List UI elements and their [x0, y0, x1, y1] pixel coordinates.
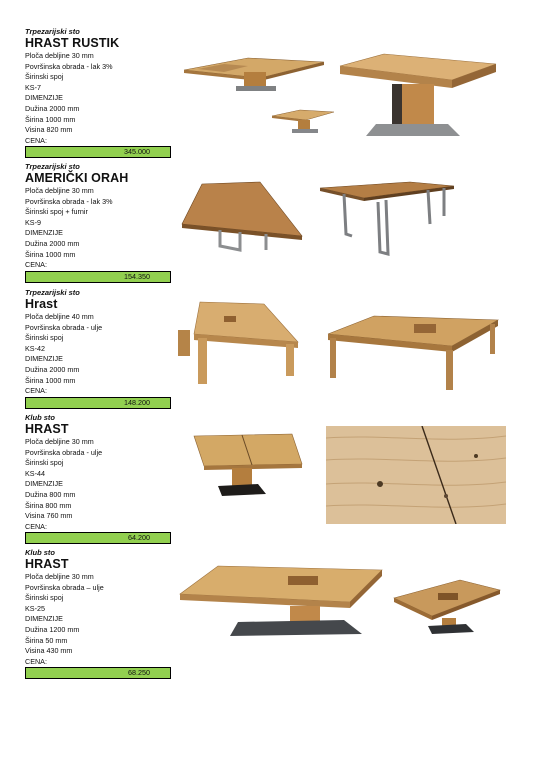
spec-line: Površinska obrada - lak 3% — [25, 61, 113, 71]
spec-line: Širinski spoj — [25, 458, 64, 468]
spec-line: KS-42 — [25, 343, 45, 353]
photo-ks42-close — [178, 300, 302, 386]
product-name: HRAST RUSTIK — [25, 36, 120, 50]
spec-line: KS-25 — [25, 603, 45, 613]
price-box — [25, 667, 171, 679]
spec-line: Širina 1000 mm — [25, 114, 76, 124]
price-value: 345.000 — [124, 147, 150, 157]
photo-ks25-main — [178, 562, 386, 636]
spec-line: Dužina 2000 mm — [25, 238, 80, 248]
photo-ks25-small — [392, 578, 502, 634]
spec-line: Visina 820 mm — [25, 125, 73, 135]
spec-line: Površinska obrada – ulje — [25, 582, 104, 592]
photo-ks7-extended-top — [178, 50, 326, 95]
spec-line: Širinski spoj — [25, 72, 64, 82]
photo-ks7-main — [336, 52, 500, 140]
product-ks-7 — [25, 27, 171, 158]
spec-line: Površinska obrada - ulje — [25, 447, 103, 457]
spec-line: Površinska obrada - ulje — [25, 322, 103, 332]
spec-line: DIMENZIJE — [25, 479, 63, 489]
spec-line: CENA: — [25, 386, 47, 396]
spec-list — [25, 312, 171, 397]
spec-line: Širina 1000 mm — [25, 249, 76, 259]
spec-line: Širina 800 mm — [25, 500, 72, 510]
spec-line: CENA: — [25, 135, 47, 145]
product-ks-44 — [25, 413, 171, 544]
price-box — [25, 532, 171, 544]
spec-line: Visina 760 mm — [25, 511, 73, 521]
product-category: Trpezarijski sto — [25, 27, 80, 36]
spec-line: Visina 430 mm — [25, 646, 73, 656]
product-name: AMERIČKI ORAH — [25, 171, 129, 185]
photo-ks7-small — [270, 106, 336, 136]
spec-line: Širinski spoj — [25, 593, 64, 603]
price-box — [25, 271, 171, 283]
product-category: Klub sto — [25, 548, 55, 557]
spec-line: Širina 1000 mm — [25, 375, 76, 385]
product-category: Klub sto — [25, 413, 55, 422]
price-value: 154.350 — [124, 271, 150, 281]
spec-line: Širinski spoj — [25, 333, 64, 343]
price-value: 148.200 — [124, 397, 150, 407]
price-box — [25, 397, 171, 409]
spec-line: DIMENZIJE — [25, 614, 63, 624]
product-ks-42 — [25, 288, 171, 409]
product-category: Trpezarijski sto — [25, 162, 80, 171]
product-name: Hrast — [25, 297, 58, 311]
spec-line: KS-9 — [25, 217, 41, 227]
spec-line: Dužina 1200 mm — [25, 624, 80, 634]
spec-line: DIMENZIJE — [25, 93, 63, 103]
photo-ks9-angle-1 — [180, 180, 308, 262]
spec-line: KS-44 — [25, 468, 45, 478]
spec-line: Ploča debljine 30 mm — [25, 186, 94, 195]
product-ks-25 — [25, 548, 171, 679]
spec-line: Ploča debljine 30 mm — [25, 572, 94, 581]
spec-line: Širinski spoj + furnir — [25, 207, 88, 217]
spec-line: Ploča debljine 30 mm — [25, 437, 94, 446]
price-value: 68.250 — [128, 668, 150, 678]
product-category: Trpezarijski sto — [25, 288, 80, 297]
product-name: HRAST — [25, 557, 69, 571]
spec-line: DIMENZIJE — [25, 228, 63, 238]
spec-line: DIMENZIJE — [25, 354, 63, 364]
spec-line: Dužina 2000 mm — [25, 364, 80, 374]
price-box — [25, 146, 171, 158]
spec-list — [25, 186, 171, 271]
spec-line: CENA: — [25, 521, 47, 531]
spec-line: Dužina 2000 mm — [25, 103, 80, 113]
spec-line: Ploča debljine 30 mm — [25, 51, 94, 60]
spec-line: Površinska obrada - lak 3% — [25, 196, 113, 206]
spec-list — [25, 572, 171, 667]
product-name: HRAST — [25, 422, 69, 436]
spec-line: CENA: — [25, 260, 47, 270]
photo-ks44-wood-detail — [326, 426, 506, 524]
spec-line: Dužina 800 mm — [25, 489, 76, 499]
spec-line: KS-7 — [25, 82, 41, 92]
photo-ks9-angle-2 — [318, 180, 456, 258]
spec-line: Širina 50 mm — [25, 635, 68, 645]
price-value: 64.200 — [128, 533, 150, 543]
spec-list — [25, 437, 171, 532]
product-ks-9 — [25, 162, 171, 283]
spec-list — [25, 51, 171, 146]
photo-ks44-table — [192, 432, 304, 496]
spec-line: Ploča debljine 40 mm — [25, 312, 94, 321]
photo-ks42-wide — [322, 312, 500, 392]
spec-line: CENA: — [25, 656, 47, 666]
